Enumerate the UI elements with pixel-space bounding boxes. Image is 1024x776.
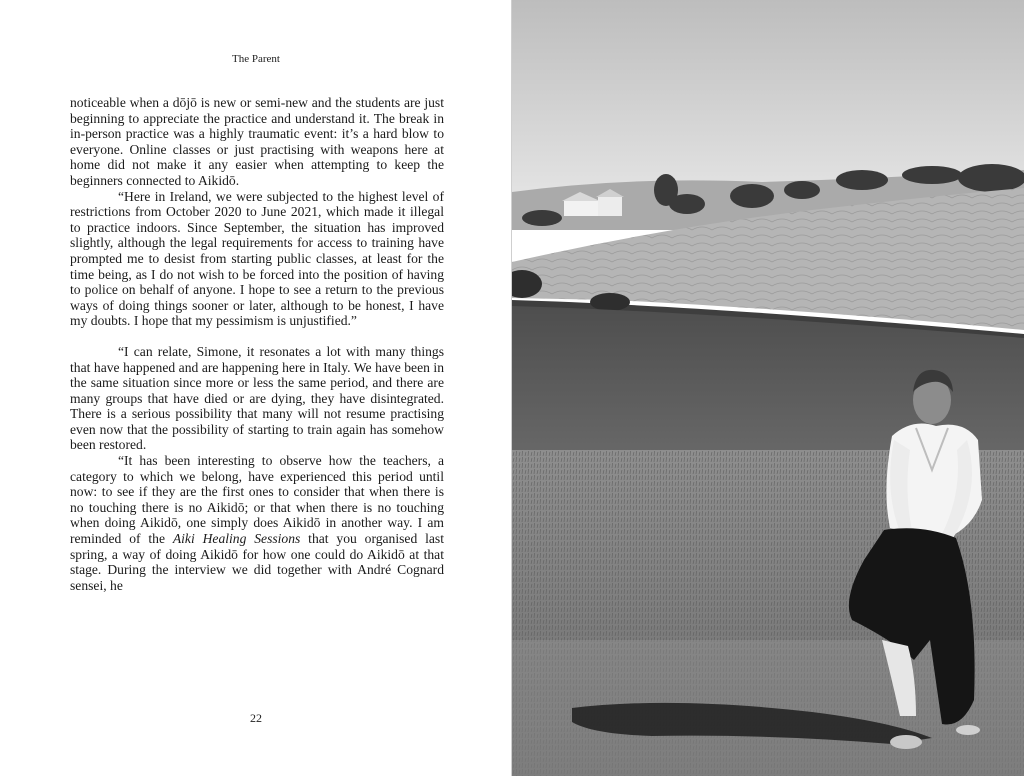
page-number: 22	[250, 711, 262, 725]
paragraph-2: “Here in Ireland, we were subjected to the highest level of restrictions from October 2020 to June 2021, which made it illegal to practice indoors. Since September, the situation has improved slightly, although the legal requirements for access to training have prompted me to desist from starting public classes, at least for the time being, as I do not wish to be forced into the position of having to police on behalf of anyone. I hope to see a return to the previous ways of doing things sooner or later, although to be honest, I have my doubts. I hope that my pessimism is unjustified.”	[70, 188, 444, 329]
paragraph-3: “I can relate, Simone, it resonates a lot with many things that have happened and are happening here in Italy. We have been in the same situation since more or less the same period, and there are many groups that have died or are dying, they have disintegrated. There is a serious possibility that many will not resume practising even now that the possibility of starting to train again has somehow been restored.	[70, 343, 444, 453]
body-text	[70, 95, 444, 593]
paragraph-4-text-b: that you organised last spring, a way of doing Aikidō for how one could do Aikidō at that stage. During the interview we did together with André Cognard sensei, he	[70, 531, 444, 593]
paragraph-4-text-a: “It has been interesting to observe how the teachers, a category to which we belong, have experienced this period until now: to see if they are the first ones to consider that when there is no touching there is no Aikidō; or that when there is no touching when doing Aikidō, one simply does Aikidō in another way. I am reminded of the	[70, 453, 444, 547]
right-page-photo	[512, 0, 1024, 776]
paragraph-4	[70, 453, 444, 593]
paragraph-1: noticeable when a dōjō is new or semi-new and the students are just beginning to appreciate the practice and understand it. The break in in-person practice was a highly traumatic event: it’s a hard blow to everyone. Online classes or just practising with weapons here at home did not make it any easier when attempting to keep the beginners connected to Aikidō.	[70, 95, 444, 188]
shrub	[590, 293, 630, 311]
photo-illustration	[512, 0, 1024, 776]
running-head: The Parent	[232, 53, 280, 65]
italic-title: Aiki Healing Sessions	[172, 531, 301, 547]
